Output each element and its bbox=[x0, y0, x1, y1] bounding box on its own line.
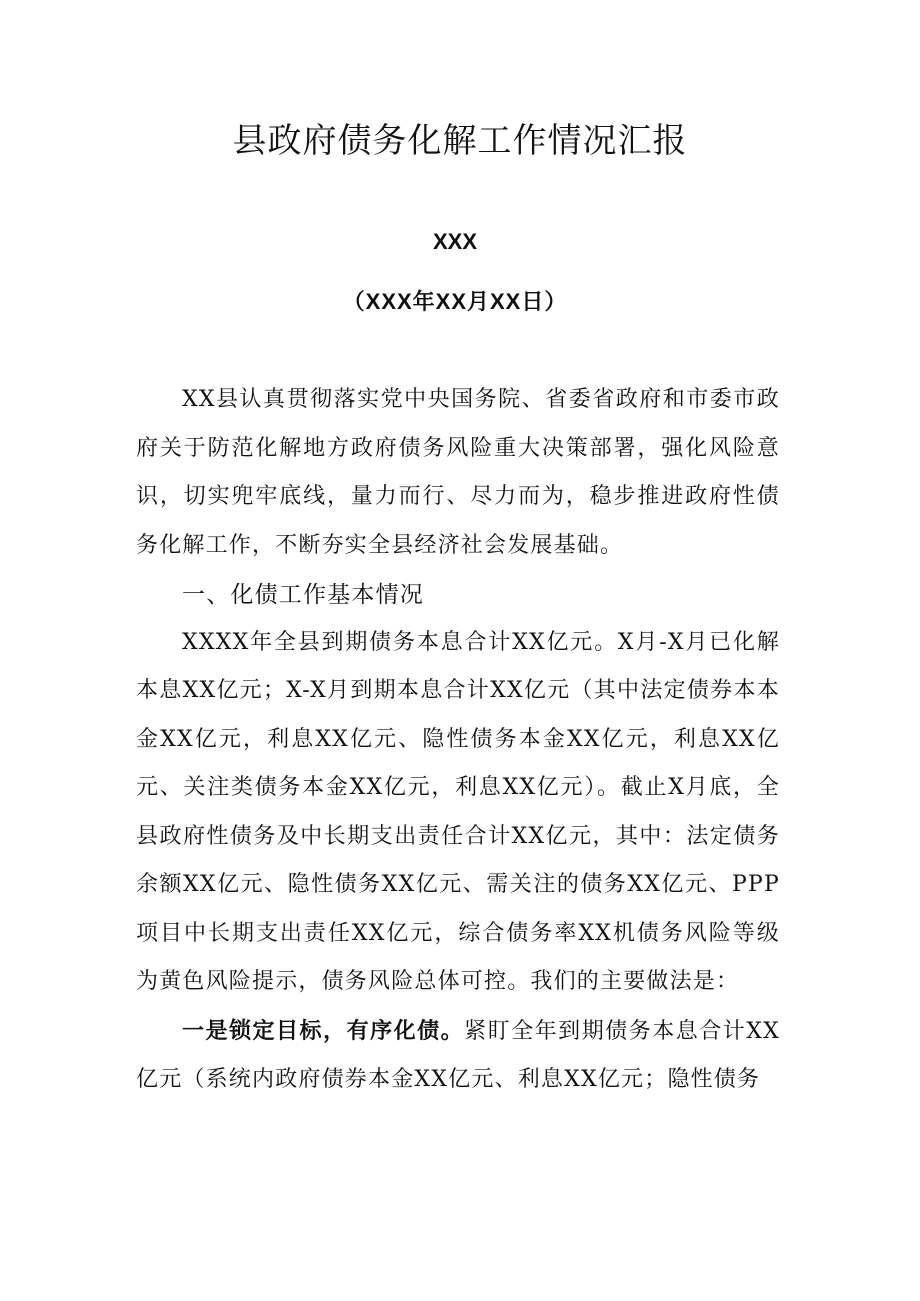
document-title: 县政府债务化解工作情况汇报 bbox=[232, 121, 688, 161]
report-date: （XXX年XX月XX日） bbox=[342, 289, 568, 314]
section-heading: 一、化债工作基本情况 bbox=[182, 581, 424, 607]
item-text: 紧盯全年到期债务本息合计XX亿元（系统内政府债券本金XX亿元、利息XX亿元；隐性债务 bbox=[136, 1018, 780, 1092]
section-paragraph: XXXX年全县到期债务本息合计XX亿元。X月-X月已化解本息XX亿元；X-X月到期本息合计XX亿元（其中法定债券本本金XX亿元，利息XX亿元、隐性债务本金XX亿元，利息XX亿元、关注类债务本金XX亿元，利息XX亿元）。截止X月底，全县政府性债务及中长期支出责任合计XX亿元，其中：法定债务余额XX亿元、隐性债务XX亿元、需关注的债务XX亿元、PPP项目中长期支出责任XX亿元，综合债务率XX机债务风险等级为黄色风险提示，债务风险总体可控。我们的主要做法是： bbox=[136, 629, 780, 994]
item-paragraph bbox=[136, 1007, 780, 1105]
author-name: XXX bbox=[432, 229, 478, 254]
item-lead: 一是锁定目标，有序化债。 bbox=[182, 1017, 465, 1043]
document-body bbox=[136, 376, 780, 1105]
intro-paragraph: XX县认真贯彻落实党中央国务院、省委省政府和市委市政府关于防范化解地方政府债务风险重大决策部署，强化风险意识，切实兜牢底线，量力而行、尽力而为，稳步推进政府性债务化解工作，不断夯实全县经济社会发展基础。 bbox=[136, 387, 780, 558]
